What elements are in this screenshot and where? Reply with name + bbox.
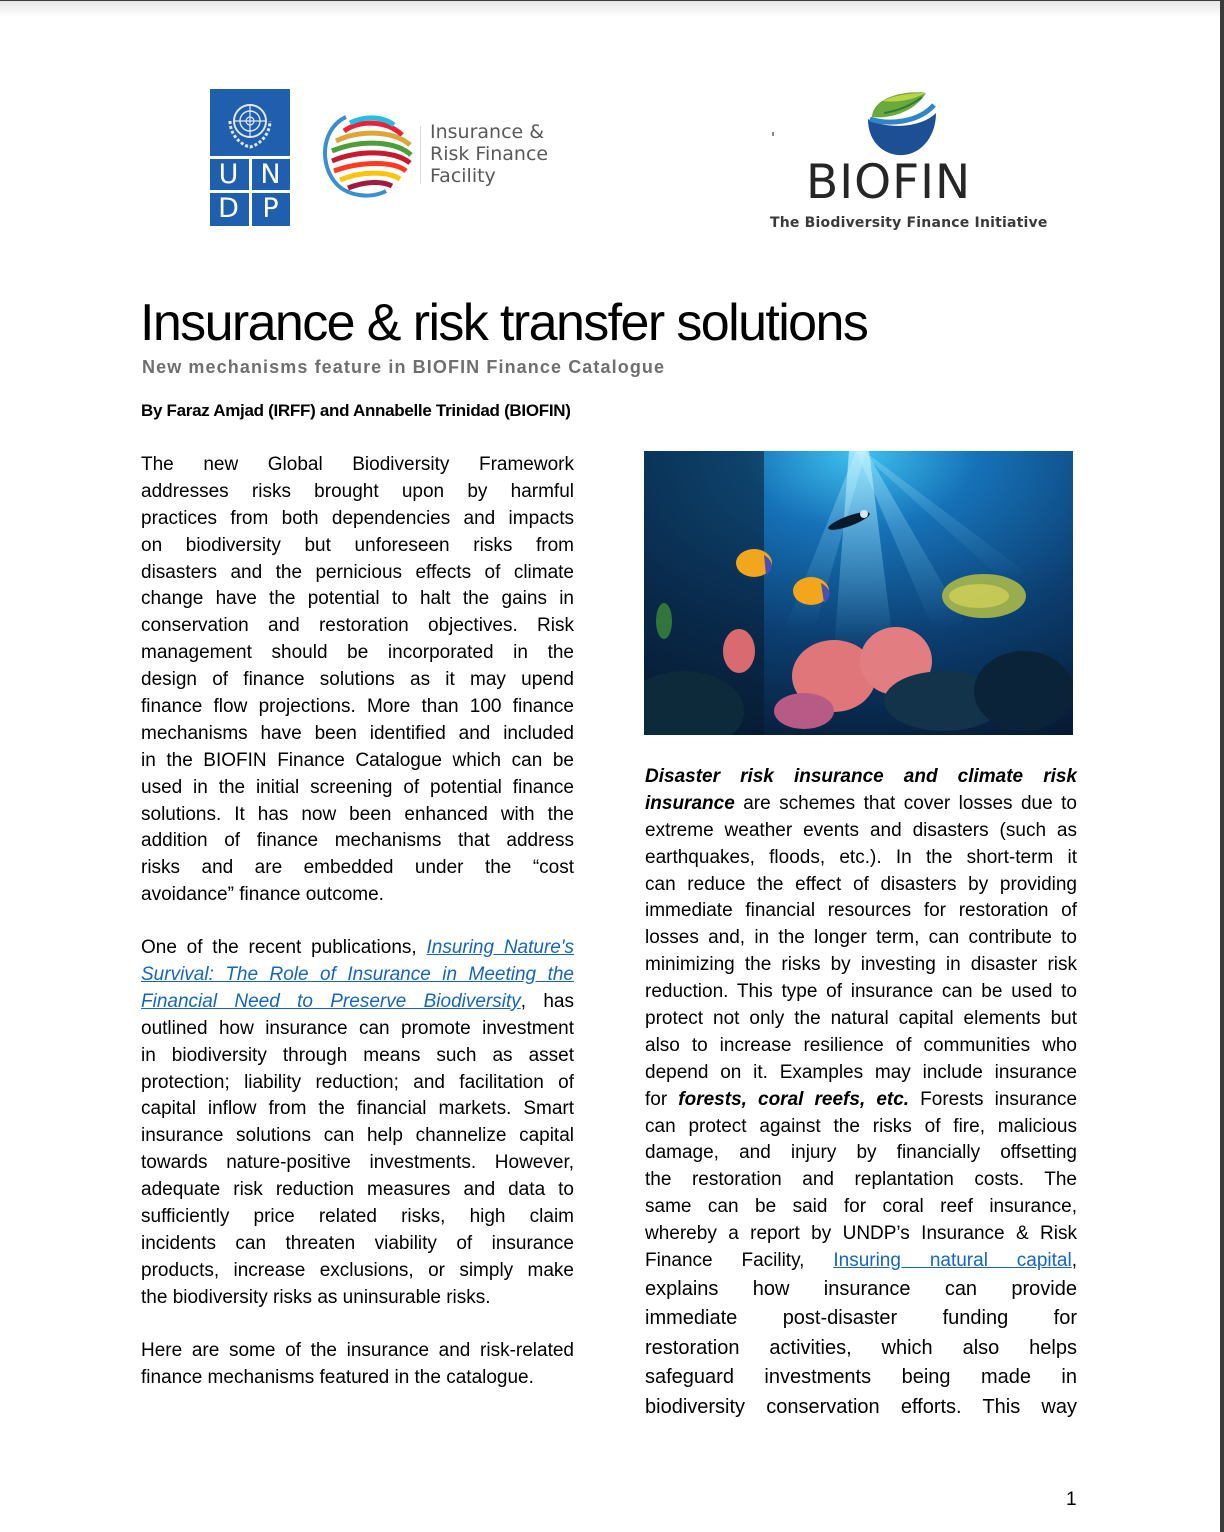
text-line: The new Global Biodiversity Framework	[141, 454, 574, 475]
text-line: addition of finance mechanisms that address	[141, 830, 574, 852]
biofin-leaf-icon	[864, 89, 940, 157]
text-fragment: ,	[1071, 1250, 1077, 1272]
text-line: depend on it. Examples may include insurance	[645, 1061, 1077, 1083]
text-line: biodiversity conservation efforts. This way	[645, 1395, 1077, 1418]
un-emblem-icon	[210, 89, 290, 159]
text-line: damage, and injury by financially offsetting	[645, 1142, 1077, 1164]
text-line: design of finance solutions as it may upend	[141, 669, 574, 691]
text-line: extreme weather events and disasters (such as	[645, 819, 1077, 841]
text-line: the biodiversity risks as uninsurable risks.	[141, 1286, 491, 1308]
irff-globe-icon	[316, 109, 414, 199]
text-line: the restoration and replantation costs. The	[645, 1169, 1077, 1191]
text-line: immediate post-disaster funding for	[645, 1307, 1077, 1330]
text-fragment: Finance Facility,	[645, 1250, 834, 1272]
term-insurance: insurance	[645, 792, 735, 814]
text-line: adequate risk reduction measures and data to	[141, 1179, 574, 1201]
text-fragment: are schemes that cover losses due to	[734, 792, 1077, 814]
text-line	[141, 935, 574, 962]
text-line: risks and are embedded under the “cost	[141, 857, 574, 879]
text-line: finance flow projections. More than 100 finance	[141, 696, 574, 718]
page-top-shade	[0, 1, 1220, 17]
text-fragment: Forests insurance	[909, 1088, 1078, 1110]
text-line: earthquakes, floods, etc.). In the short-term it	[645, 846, 1077, 868]
term-disaster-risk-insurance: Disaster risk insurance and climate risk	[645, 766, 1077, 787]
text-line: change have the potential to halt the gains in	[141, 588, 574, 610]
text-line: towards nature-positive investments. However,	[141, 1152, 574, 1174]
text-line	[645, 1248, 1077, 1275]
stray-mark	[772, 132, 774, 136]
text-line: incidents can threaten viability of insurance	[141, 1232, 574, 1254]
page-number: 1	[1066, 1489, 1077, 1510]
text-line: can reduce the effect of disasters by providing	[645, 873, 1077, 895]
coral-reef-image	[644, 451, 1073, 735]
text-line: conservation and restoration objectives. Risk	[141, 615, 574, 637]
text-line: protect not only the natural capital elements but	[645, 1008, 1077, 1030]
text-line: minimizing the risks by investing in disaster risk	[645, 954, 1077, 976]
text-fragment: One of the recent publications,	[141, 937, 427, 959]
intro-paragraph	[141, 452, 574, 909]
text-line	[141, 989, 574, 1016]
text-line: practices from both dependencies and impacts	[141, 507, 574, 529]
disaster-insurance-paragraph	[645, 764, 1077, 1422]
text-line: Here are some of the insurance and risk-related	[141, 1339, 574, 1361]
text-line: losses and, in the longer term, can contribute to	[645, 927, 1077, 949]
publication-paragraph	[141, 935, 574, 1311]
insuring-natures-survival-link[interactable]: Financial Need to Preserve Biodiversity	[141, 990, 521, 1012]
text-line: same can be said for coral reef insurance,	[645, 1196, 1077, 1218]
text-line: used in the initial screening of potential finance	[141, 776, 574, 798]
text-line	[645, 791, 1077, 818]
text-line: insurance solutions can help channelize capital	[141, 1125, 574, 1147]
byline: By Faraz Amjad (IRFF) and Annabelle Trinidad (BIOFIN)	[141, 401, 571, 420]
undp-letter-n: N	[252, 159, 289, 190]
text-line: sufficiently price related risks, high claim	[141, 1206, 574, 1228]
text-line: immediate financial resources for restoration of	[645, 900, 1077, 922]
text-line: capital inflow from the financial markets. Smart	[141, 1098, 574, 1120]
page-title: Insurance & risk transfer solutions	[140, 294, 868, 352]
text-line: outlined how insurance can promote investment	[141, 1017, 574, 1039]
text-line	[141, 962, 574, 989]
text-line: disasters and the pernicious effects of climate	[141, 561, 574, 583]
text-line: reduction. This type of insurance can be used to	[645, 981, 1077, 1003]
undp-letter-u: U	[210, 159, 247, 190]
text-line: solutions. It has now been enhanced with the	[141, 803, 574, 825]
right-column	[645, 764, 1077, 1422]
text-line: also to increase resilience of communities who	[645, 1034, 1077, 1056]
document-page	[0, 1, 1220, 1532]
text-line: safeguard investments being made in	[645, 1366, 1077, 1389]
insuring-natures-survival-link[interactable]: Survival: The Role of Insurance in Meeting the	[141, 964, 574, 986]
biofin-wordmark: BIOFIN	[806, 155, 972, 210]
insuring-natures-survival-link[interactable]: Insuring Nature's	[426, 937, 574, 959]
page-subtitle: New mechanisms feature in BIOFIN Finance Catalogue	[142, 357, 666, 377]
text-line: explains how insurance can provide	[645, 1277, 1077, 1300]
text-line: can protect against the risks of fire, malicious	[645, 1115, 1077, 1137]
text-line: addresses risks brought upon by harmful	[141, 480, 574, 502]
undp-letter-p: P	[252, 193, 289, 224]
text-fragment: for	[645, 1088, 679, 1110]
text-line: on biodiversity but unforeseen risks from	[141, 534, 574, 556]
text-line: avoidance” finance outcome.	[141, 884, 384, 906]
text-line: whereby a report by UNDP’s Insurance & Risk	[645, 1223, 1077, 1245]
text-line: products, increase exclusions, or simply make	[141, 1259, 574, 1281]
text-line: finance mechanisms featured in the catalogue.	[141, 1366, 534, 1388]
text-fragment: , has	[520, 990, 574, 1012]
text-line: protection; liability reduction; and facilitation of	[141, 1071, 574, 1093]
irff-wordmark	[430, 121, 548, 187]
insuring-natural-capital-link[interactable]: Insuring natural capital	[833, 1250, 1072, 1272]
text-line: restoration activities, which also helps	[645, 1336, 1077, 1359]
irff-divider	[420, 126, 421, 184]
examples-emphasis: forests, coral reefs, etc.	[678, 1088, 910, 1110]
undp-logo	[210, 89, 290, 226]
text-line: in the BIOFIN Finance Catalogue which can be	[141, 749, 574, 771]
text-line	[645, 1087, 1077, 1114]
text-line: in biodiversity through means such as asset	[141, 1044, 574, 1066]
irff-line-2: Risk Finance	[430, 143, 549, 165]
text-line: management should be incorporated in the	[141, 642, 574, 664]
closing-paragraph	[141, 1338, 574, 1392]
left-column	[141, 452, 574, 1391]
irff-line-1: Insurance &	[430, 121, 545, 143]
irff-line-3: Facility	[430, 165, 496, 187]
text-line: mechanisms have been identified and included	[141, 722, 574, 744]
biofin-tagline: The Biodiversity Finance Initiative	[770, 215, 1048, 231]
undp-letter-d: D	[210, 193, 247, 224]
